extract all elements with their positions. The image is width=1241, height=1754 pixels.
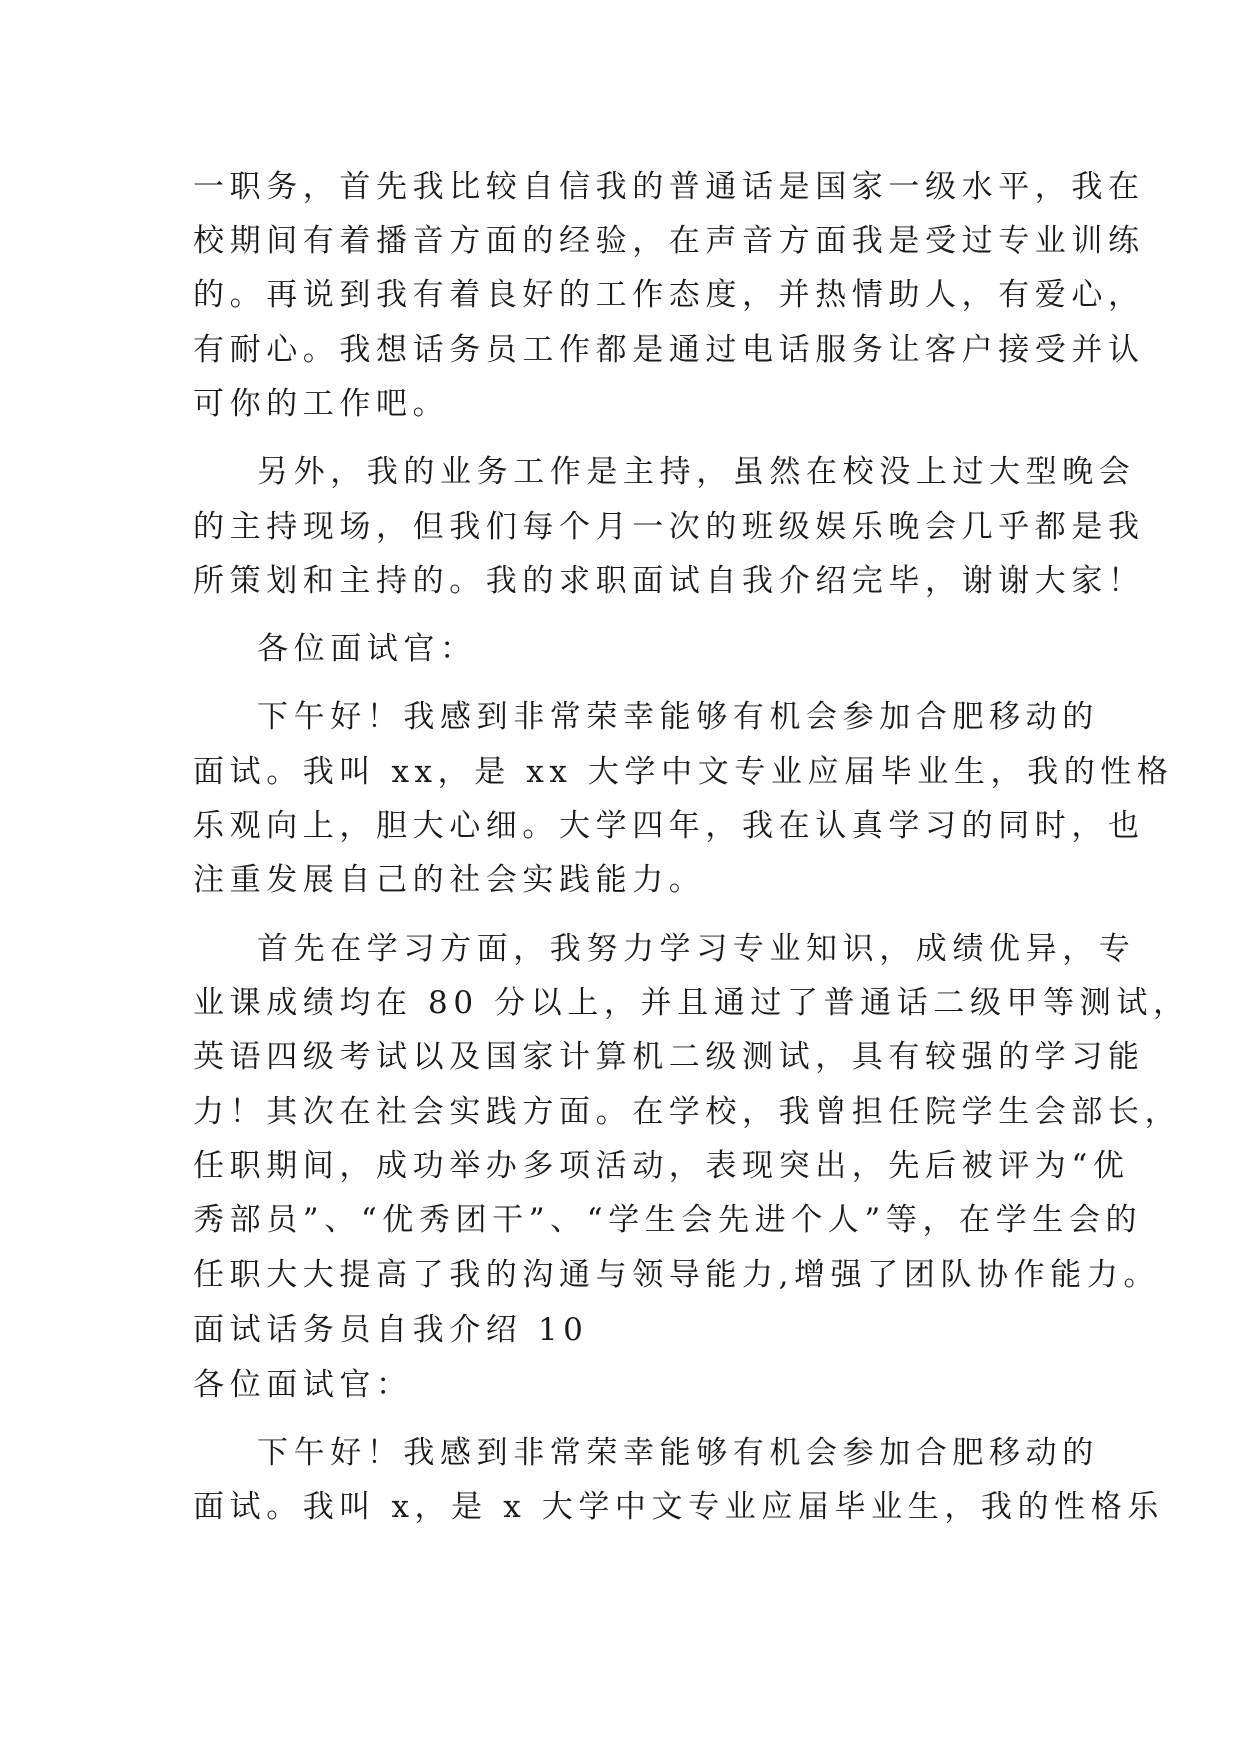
text-line: 各位面试官： [257, 631, 477, 667]
section-heading: 面试话务员自我介绍 10 [193, 1312, 589, 1348]
text-line: 的。再说到我有着良好的工作态度，并热情助人，有爱心， [193, 277, 1145, 313]
text-line: 另外，我的业务工作是主持，虽然在校没上过大型晚会 [257, 454, 1136, 490]
text-line: 力！其次在社会实践方面。在学校，我曾担任院学生会部长， [193, 1094, 1182, 1130]
text-line: 有耐心。我想话务员工作都是通过电话服务让客户接受并认 [193, 332, 1145, 368]
text-line: 下午好！我感到非常荣幸能够有机会参加合肥移动的 [257, 1435, 1099, 1471]
text-line: 任职大大提高了我的沟通与领导能力,增强了团队协作能力。 [193, 1257, 1161, 1293]
text-line: 面试。我叫 xx，是 xx 大学中文专业应届毕业生，我的性格 [193, 754, 1174, 790]
text-line: 业课成绩均在 80 分以上，并且通过了普通话二级甲等测试， [193, 985, 1190, 1021]
text-line: 面试。我叫 x，是 x 大学中文专业应届毕业生，我的性格乐 [193, 1489, 1164, 1525]
text-line: 的主持现场，但我们每个月一次的班级娱乐晚会几乎都是我 [193, 509, 1145, 545]
text-line: 英语四级考试以及国家计算机二级测试，具有较强的学习能 [193, 1039, 1145, 1075]
text-line: 可你的工作吧。 [193, 386, 450, 422]
text-line: 各位面试官： [193, 1367, 413, 1403]
text-line: 校期间有着播音方面的经验，在声音方面我是受过专业训练 [193, 223, 1145, 259]
text-line: 注重发展自己的社会实践能力。 [193, 862, 706, 898]
text-line: 一职务，首先我比较自信我的普通话是国家一级水平，我在 [193, 169, 1145, 205]
text-line: 任职期间，成功举办多项活动，表现突出，先后被评为“优 [193, 1148, 1130, 1184]
text-line: 所策划和主持的。我的求职面试自我介绍完毕，谢谢大家！ [193, 563, 1145, 599]
text-line: 秀部员”、“优秀团干”、“学生会先进个人”等，在学生会的 [193, 1202, 1143, 1238]
text-line: 下午好！我感到非常荣幸能够有机会参加合肥移动的 [257, 699, 1099, 735]
text-line: 乐观向上，胆大心细。大学四年，我在认真学习的同时，也 [193, 808, 1145, 844]
text-line: 首先在学习方面，我努力学习专业知识，成绩优异，专 [257, 931, 1136, 967]
